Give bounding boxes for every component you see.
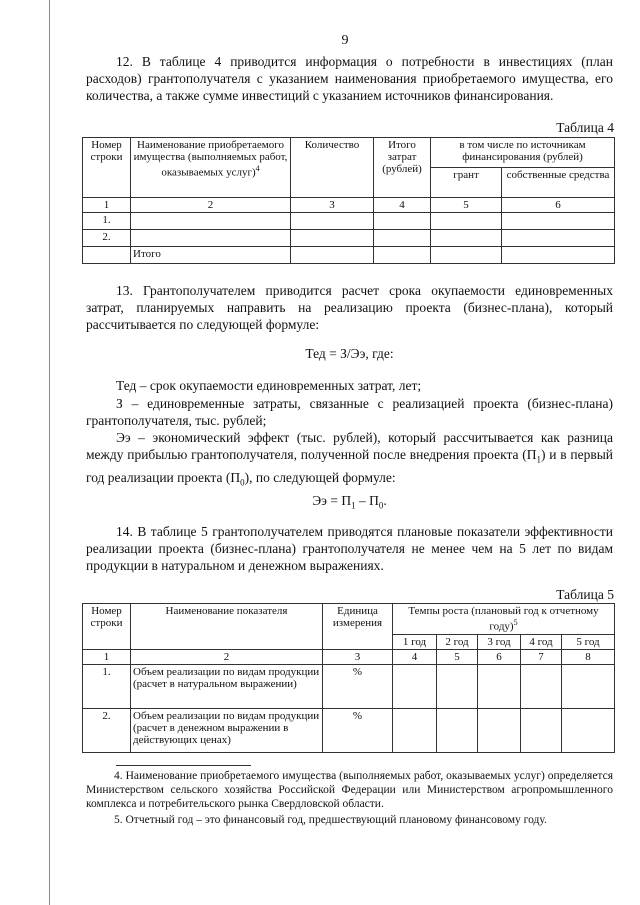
t4-cell [431, 213, 502, 230]
t4-header-own-funds: собственные средства [502, 168, 615, 198]
t4-total-label: Итого [131, 247, 291, 264]
t4-colnum: 5 [431, 198, 502, 213]
paragraph-14: 14. В таблице 5 грантополучателем приводятся плановые показатели эффективности реализации проекта (бизнес-плана) грантополучателя не менее чем на 5 лет по видам продукции в натуральном и денежном выражениях. [86, 524, 613, 573]
t5-cell [478, 708, 521, 752]
t5-colnum: 2 [131, 649, 323, 664]
t4-cell [291, 247, 374, 264]
formula-effect: Ээ = $П_1 - П_0$. [312, 493, 387, 511]
t5-header-year: 1 год [393, 634, 437, 649]
paragraph-13: 13. Грантополучателем приводится расчет срока окупаемости единовременных затрат, планируемых направить на реализацию проекта (бизнес-плана), который рассчитывается по следующей формуле: [86, 283, 613, 332]
t5-colnum: 3 [323, 649, 393, 664]
t4-header-grant: грант [431, 168, 502, 198]
t5-colnum: 8 [562, 649, 615, 664]
t4-cell [291, 230, 374, 247]
t5-header-growth: Темпы роста (плановый год к отчетному году)$^5$ [393, 604, 615, 635]
t5-column-numbers-row [83, 649, 615, 664]
formula-payback: Тед = З/Ээ, где: [305, 346, 394, 361]
t5-colnum: 7 [521, 649, 562, 664]
t5-header-year: 4 год [521, 634, 562, 649]
t4-cell [374, 213, 431, 230]
t5-cell [393, 708, 437, 752]
t5-cell [562, 708, 615, 752]
table-row [83, 230, 615, 247]
table-row [83, 247, 615, 264]
t4-cell [83, 247, 131, 264]
table-row [83, 664, 615, 708]
t5-cell [521, 664, 562, 708]
t5-header-number: Номер строки [83, 604, 131, 650]
table-5 [82, 603, 615, 753]
t5-cell [521, 708, 562, 752]
t4-cell [131, 230, 291, 247]
t5-cell [437, 664, 478, 708]
t5-row-unit: % [323, 708, 393, 752]
t5-cell [562, 664, 615, 708]
page-left-border [49, 0, 50, 905]
t5-cell [437, 708, 478, 752]
t4-cell [131, 213, 291, 230]
t5-row-name: Объем реализации по видам продукции (расчет в натуральном выражении) [131, 664, 323, 708]
table-row [83, 708, 615, 752]
footnote-separator [116, 765, 251, 766]
t5-header-unit: Единица измерения [323, 604, 393, 650]
t4-header-sources: в том числе по источникам финансирования (рублей) [431, 138, 615, 168]
t5-header-name: Наименование показателя [131, 604, 323, 650]
page-number: 9 [341, 33, 349, 48]
t4-row-number: 2. [83, 230, 131, 247]
t4-column-numbers-row [83, 198, 615, 213]
definition-ee: Ээ – экономический эффект (тыс. рублей), который рассчитывается как разница между прибылью грантополучателя, полученной после внедрения проекта $(П_1)$ и в первый год реализации проекта $(П_0)$, по следующей формуле: [86, 430, 613, 488]
t4-colnum: 4 [374, 198, 431, 213]
t4-colnum: 6 [502, 198, 615, 213]
t5-row-number: 1. [83, 664, 131, 708]
t5-colnum: 4 [393, 649, 437, 664]
definition-ted: Тед – срок окупаемости единовременных затрат, лет; [116, 378, 422, 393]
t5-row-name: Объем реализации по видам продукции (расчет в денежном выражении в действующих ценах) [131, 708, 323, 752]
paragraph-12: 12. В таблице 4 приводится информация о потребности в инвестициях (план расходов) грантополучателя с указанием наименования приобретаемого имущества, его количества, а также сумме инвестиций с указанием источников финансирования. [86, 54, 613, 103]
definition-z: З – единовременные затраты, связанные с реализацией проекта (бизнес-плана) грантополучателя, тыс. рублей; [86, 396, 613, 428]
t4-header-total: Итого затрат (рублей) [374, 138, 431, 198]
t5-cell [478, 664, 521, 708]
footnote-5: 5. Отчетный год – это финансовый год, предшествующий плановому финансовому году. [114, 814, 547, 826]
t5-row-number: 2. [83, 708, 131, 752]
t4-cell [502, 230, 615, 247]
t5-colnum: 5 [437, 649, 478, 664]
t4-row-number: 1. [83, 213, 131, 230]
t4-cell [374, 247, 431, 264]
t4-colnum: 1 [83, 198, 131, 213]
t4-cell [291, 213, 374, 230]
t5-header-year: 2 год [437, 634, 478, 649]
table-4 [82, 137, 615, 264]
t4-header-name: Наименование приобретаемого имущества (выполняемых работ, оказываемых услуг)$^4$ [131, 138, 291, 198]
t4-colnum: 2 [131, 198, 291, 213]
t4-header-number: Номер строки [83, 138, 131, 198]
table-row [83, 213, 615, 230]
t4-colnum: 3 [291, 198, 374, 213]
t4-cell [374, 230, 431, 247]
footnote-4: 4. Наименование приобретаемого имущества (выполняемых работ, оказываемых услуг) определяется Министерством сельского хозяйства Российской Федерации или Министерством агропромышленного комплекса и потребительского рынка Свердловской области. [86, 770, 613, 810]
t4-cell [502, 247, 615, 264]
t4-header-quantity: Количество [291, 138, 374, 198]
t4-cell [431, 247, 502, 264]
t4-cell [502, 213, 615, 230]
t5-colnum: 6 [478, 649, 521, 664]
t5-colnum: 1 [83, 649, 131, 664]
table4-caption: Таблица 4 [556, 120, 614, 135]
table5-caption: Таблица 5 [556, 587, 614, 602]
t5-header-year: 5 год [562, 634, 615, 649]
t5-row-unit: % [323, 664, 393, 708]
t5-header-year: 3 год [478, 634, 521, 649]
t4-cell [431, 230, 502, 247]
t5-cell [393, 664, 437, 708]
